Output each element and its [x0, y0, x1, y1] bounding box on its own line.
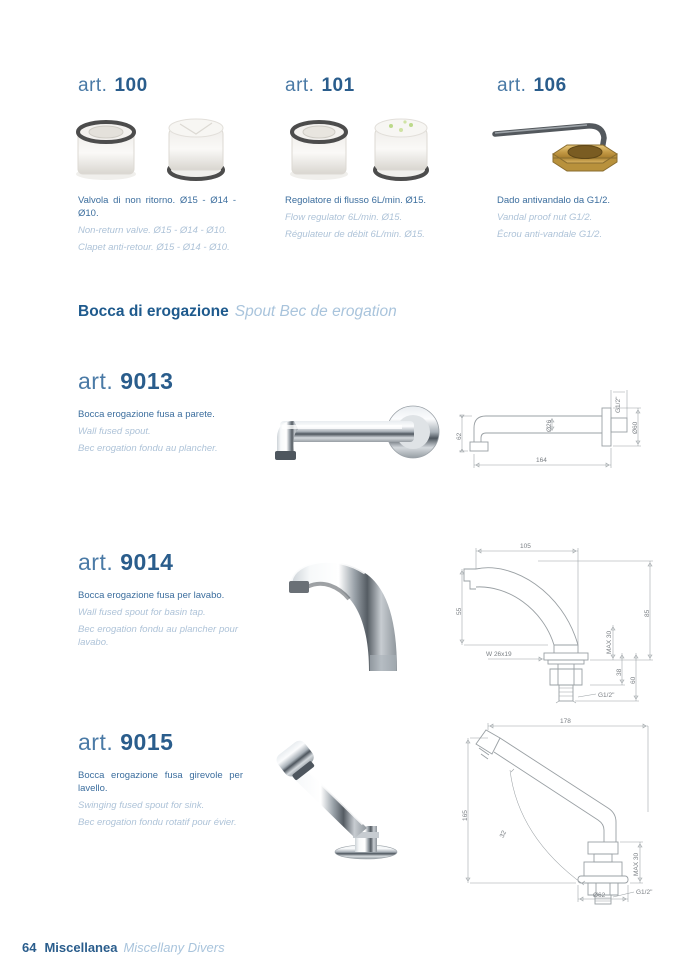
dim-9015-base: Ø62 — [593, 892, 606, 899]
page-number: 64 — [22, 940, 37, 955]
dim-9015-height: 165 — [462, 810, 469, 821]
art-number: 9015 — [120, 729, 174, 755]
product-photo-9014 — [277, 543, 429, 671]
desc-it: Bocca erogazione fusa a parete. — [78, 409, 215, 420]
desc-en: Vandal proof nut G1/2. — [497, 212, 593, 224]
desc-it: Valvola di non ritorno. Ø15 - Ø14 - Ø10. — [78, 195, 236, 220]
art-label: art. — [78, 75, 108, 96]
tech-drawing-9015 — [448, 712, 668, 907]
desc-fr: Écrou anti-vandale G1/2. — [497, 229, 603, 241]
footer-title: Miscellanea — [44, 940, 118, 955]
dim-9015-angle: 32 — [498, 829, 509, 840]
art-label: art. — [78, 549, 114, 575]
page-footer — [22, 940, 225, 955]
dim-9015-max: MAX 30 — [633, 852, 640, 876]
desc-en: Wall fused spout. — [78, 426, 151, 438]
desc-fr: Bec erogation fondu au plancher pour lavabo. — [78, 624, 238, 649]
art-number: 9013 — [120, 368, 174, 394]
art-number: 106 — [533, 75, 567, 96]
product-desc-9015 — [78, 769, 243, 833]
art-100-heading — [78, 75, 148, 97]
art-9015-heading — [78, 729, 173, 756]
art-number: 101 — [321, 75, 355, 96]
dim-9015-width: 178 — [560, 718, 571, 725]
desc-it: Dado antivandalo da G1/2. — [497, 195, 611, 206]
product-photo-101 — [283, 110, 443, 188]
product-photo-9015 — [253, 726, 438, 864]
desc-fr: Bec erogation fondu au plancher. — [78, 443, 218, 455]
desc-it: Bocca erogazione fusa per lavabo. — [78, 590, 225, 601]
dim-9014-base-h: 60 — [630, 676, 637, 684]
dim-9013-height: 62 — [456, 432, 463, 440]
dim-9013-flange: Ø60 — [632, 421, 639, 434]
art-label: art. — [78, 729, 114, 755]
product-desc-106 — [497, 194, 639, 245]
desc-en: Non-return valve. Ø15 - Ø14 - Ø10. — [78, 225, 227, 237]
dim-9014-spout-h: 55 — [456, 607, 463, 615]
product-photo-100 — [68, 110, 236, 188]
art-106-heading — [497, 75, 567, 97]
dim-9013-thread: G1/2" — [615, 396, 622, 413]
art-9014-heading — [78, 549, 173, 576]
art-label: art. — [497, 75, 527, 96]
section-title: Bocca di erogazione — [78, 303, 229, 320]
desc-it: Bocca erogazione fusa girevole per lavello. — [78, 770, 243, 795]
product-photo-9013 — [258, 385, 443, 485]
art-number: 100 — [114, 75, 148, 96]
art-label: art. — [78, 368, 114, 394]
tech-drawing-9013 — [452, 382, 647, 477]
product-desc-100 — [78, 194, 236, 258]
art-9013-heading — [78, 368, 173, 395]
art-number: 9014 — [120, 549, 174, 575]
dim-9014-total-h: 85 — [644, 609, 651, 617]
desc-en: Wall fused spout for basin tap. — [78, 607, 206, 619]
dim-9014-width: 105 — [520, 543, 531, 550]
dim-9014-wrench: W 26x19 — [486, 651, 512, 658]
tech-drawing-9014 — [448, 537, 663, 705]
art-101-heading — [285, 75, 355, 97]
desc-en: Swinging fused spout for sink. — [78, 800, 205, 812]
product-desc-9013 — [78, 408, 233, 459]
product-desc-9014 — [78, 589, 238, 653]
dim-9013-pipe: Ø26 — [546, 419, 553, 432]
desc-fr: Bec erogation fondu rotatif pour évier. — [78, 817, 237, 829]
product-desc-101 — [285, 194, 435, 245]
section-subtitle: Spout Bec de erogation — [234, 303, 397, 320]
desc-en: Flow regulator 6L/min. Ø15. — [285, 212, 403, 224]
art-label: art. — [285, 75, 315, 96]
desc-fr: Régulateur de débit 6L/min. Ø15. — [285, 229, 425, 241]
desc-it: Regolatore di flusso 6L/min. Ø15. — [285, 195, 426, 206]
dim-9013-length: 164 — [536, 457, 547, 464]
product-photo-106 — [487, 112, 635, 182]
footer-subtitle: Miscellany Divers — [123, 940, 225, 955]
dim-9014-thread: G1/2" — [598, 692, 615, 699]
desc-fr: Clapet anti-retour. Ø15 - Ø14 - Ø10. — [78, 242, 230, 254]
dim-9015-thread: G1/2" — [636, 889, 653, 896]
dim-9014-max: MAX 30 — [606, 630, 613, 654]
dim-9014-nut: 38 — [616, 668, 623, 676]
section-heading — [78, 303, 397, 321]
